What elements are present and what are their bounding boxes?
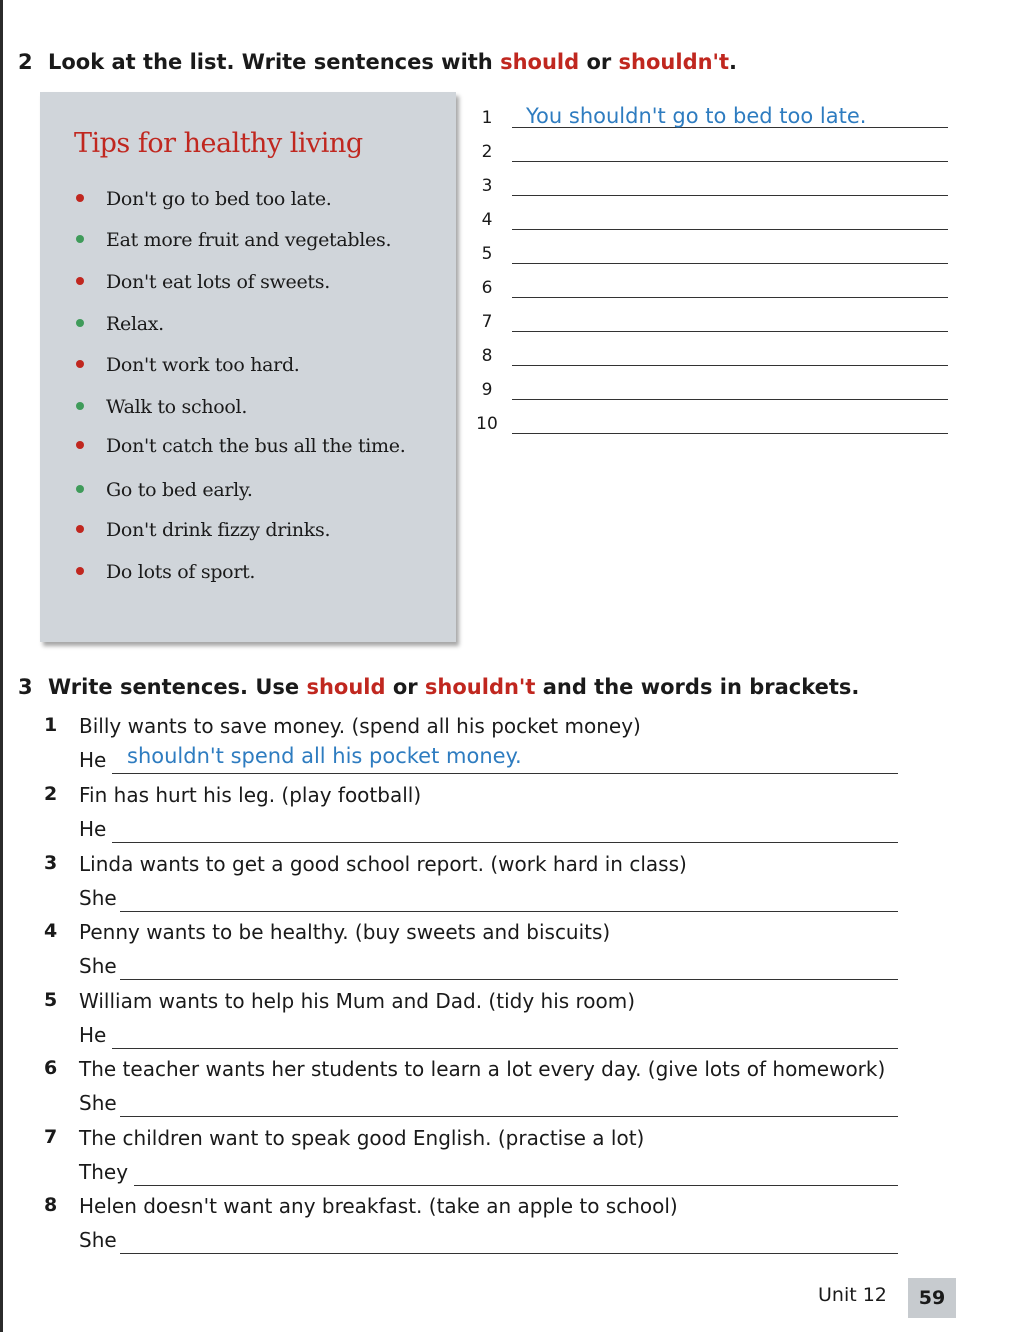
answer-row — [470, 236, 948, 266]
question-number: 2 — [44, 783, 58, 805]
bullet-icon — [76, 485, 84, 493]
tip-item — [76, 479, 253, 509]
answer-row — [470, 100, 948, 130]
answer-number: 6 — [481, 278, 493, 298]
answer-line[interactable] — [120, 1252, 898, 1254]
exercise-3-number: 3 — [18, 675, 33, 699]
answer-handwriting: shouldn't spend all his pocket money. — [127, 744, 522, 768]
bullet-icon — [76, 277, 84, 285]
tip-item — [76, 396, 247, 426]
question-item — [44, 852, 904, 920]
question-number: 3 — [44, 852, 58, 874]
question-text: Billy wants to save money. (spend all his pocket money) — [79, 714, 641, 738]
answer-number: 9 — [481, 380, 493, 400]
unit-label: Unit 12 — [818, 1284, 887, 1306]
question-text: Helen doesn't want any breakfast. (take an apple to school) — [79, 1194, 678, 1218]
bullet-icon — [76, 319, 84, 327]
exercise-2-instruction-start: Look at the list. Write sentences with — [48, 50, 501, 74]
tip-item — [76, 435, 405, 465]
bullet-icon — [76, 235, 84, 243]
tip-text: Walk to school. — [106, 396, 248, 418]
answer-subject: He — [79, 748, 107, 772]
bullet-icon — [76, 441, 84, 449]
answer-line[interactable] — [120, 910, 898, 912]
answer-subject: He — [79, 1023, 107, 1047]
answer-subject: She — [79, 1091, 117, 1115]
page-number: 59 — [908, 1278, 956, 1318]
answer-subject: She — [79, 886, 117, 910]
question-text: Linda wants to get a good school report. (work hard in class) — [79, 852, 687, 876]
answer-row — [470, 168, 948, 198]
question-number: 8 — [44, 1194, 58, 1216]
answer-handwriting: You shouldn't go to bed too late. — [526, 104, 867, 128]
tip-text: Don't drink fizzy drinks. — [106, 519, 331, 541]
question-text: The children want to speak good English. (practise a lot) — [79, 1126, 645, 1150]
question-item — [44, 920, 904, 988]
answer-row — [470, 406, 948, 436]
answer-number: 8 — [481, 346, 493, 366]
exercise-3-heading — [18, 675, 859, 699]
exercise-3-instruction-end: and the words in brackets. — [535, 675, 860, 699]
answer-line[interactable] — [512, 133, 948, 162]
bullet-icon — [76, 525, 84, 533]
bullet-icon — [76, 567, 84, 575]
tip-text: Don't eat lots of sweets. — [106, 271, 330, 293]
exercise-2-keyword-should: should — [500, 50, 580, 74]
question-item — [44, 714, 904, 782]
exercise-2-heading — [18, 50, 737, 74]
answer-line[interactable] — [112, 1047, 898, 1049]
bullet-icon — [76, 360, 84, 368]
exercise-3-keyword-shouldnt: shouldn't — [424, 675, 536, 699]
answer-row — [470, 304, 948, 334]
exercise-2-number: 2 — [18, 50, 33, 74]
tips-box — [40, 92, 456, 642]
question-text: Fin has hurt his leg. (play football) — [79, 783, 422, 807]
tip-item — [76, 188, 332, 218]
answer-row — [470, 202, 948, 232]
question-item — [44, 1194, 904, 1262]
tip-item — [76, 561, 255, 591]
answer-number: 4 — [481, 210, 493, 230]
question-item — [44, 1126, 904, 1194]
question-number: 6 — [44, 1057, 58, 1079]
answer-number: 3 — [481, 176, 493, 196]
bullet-icon — [76, 194, 84, 202]
tip-text: Relax. — [106, 313, 164, 335]
exercise-3-instruction-start: Write sentences. Use — [48, 675, 307, 699]
exercise-2-instruction-mid: or — [579, 50, 619, 74]
answer-number: 5 — [481, 244, 493, 264]
answer-line[interactable] — [120, 978, 898, 980]
answer-line[interactable] — [112, 772, 898, 774]
tip-item — [76, 271, 330, 301]
question-text: Penny wants to be healthy. (buy sweets and biscuits) — [79, 920, 611, 944]
question-number: 1 — [44, 714, 58, 736]
answer-line[interactable] — [512, 371, 948, 400]
page-edge — [0, 0, 3, 1332]
question-text: The teacher wants her students to learn a lot every day. (give lots of homework) — [79, 1057, 886, 1081]
tip-item — [76, 519, 330, 549]
answer-subject: She — [79, 954, 117, 978]
tips-title: Tips for healthy living — [74, 128, 363, 159]
question-number: 7 — [44, 1126, 58, 1148]
question-number: 5 — [44, 989, 58, 1011]
tip-text: Don't catch the bus all the time. — [106, 435, 406, 457]
answer-subject: She — [79, 1228, 117, 1252]
tip-text: Eat more fruit and vegetables. — [106, 229, 392, 251]
question-number: 4 — [44, 920, 58, 942]
question-item — [44, 989, 904, 1057]
answer-line[interactable] — [512, 201, 948, 230]
tip-item — [76, 354, 300, 384]
answer-number: 2 — [481, 142, 493, 162]
bullet-icon — [76, 402, 84, 410]
answer-subject: They — [79, 1160, 129, 1184]
answer-number: 1 — [481, 108, 493, 128]
answer-line[interactable] — [512, 167, 948, 196]
exercise-2-instruction-end: . — [729, 50, 738, 74]
answer-row — [470, 134, 948, 164]
tip-item — [76, 229, 391, 259]
answer-row — [470, 372, 948, 402]
answer-row — [470, 270, 948, 300]
question-item — [44, 1057, 904, 1125]
answer-line[interactable] — [512, 269, 948, 298]
exercise-3-instruction-mid: or — [385, 675, 425, 699]
exercise-2-keyword-shouldnt: shouldn't — [618, 50, 730, 74]
answer-line[interactable] — [112, 841, 898, 843]
question-text: William wants to help his Mum and Dad. (tidy his room) — [79, 989, 636, 1013]
exercise-3-keyword-should: should — [306, 675, 386, 699]
answer-line[interactable] — [512, 405, 948, 434]
answer-line[interactable] — [134, 1184, 898, 1186]
answer-line[interactable] — [512, 337, 948, 366]
tip-text: Do lots of sport. — [106, 561, 256, 583]
answer-row — [470, 338, 948, 368]
tip-text: Don't go to bed too late. — [106, 188, 332, 210]
tip-item — [76, 313, 164, 343]
tip-text: Don't work too hard. — [106, 354, 300, 376]
answer-line[interactable] — [512, 303, 948, 332]
answer-line[interactable] — [512, 235, 948, 264]
tip-text: Go to bed early. — [106, 479, 253, 501]
answer-line[interactable] — [120, 1115, 898, 1117]
answer-number: 10 — [476, 414, 498, 434]
answer-number: 7 — [481, 312, 493, 332]
question-item — [44, 783, 904, 851]
answer-subject: He — [79, 817, 107, 841]
